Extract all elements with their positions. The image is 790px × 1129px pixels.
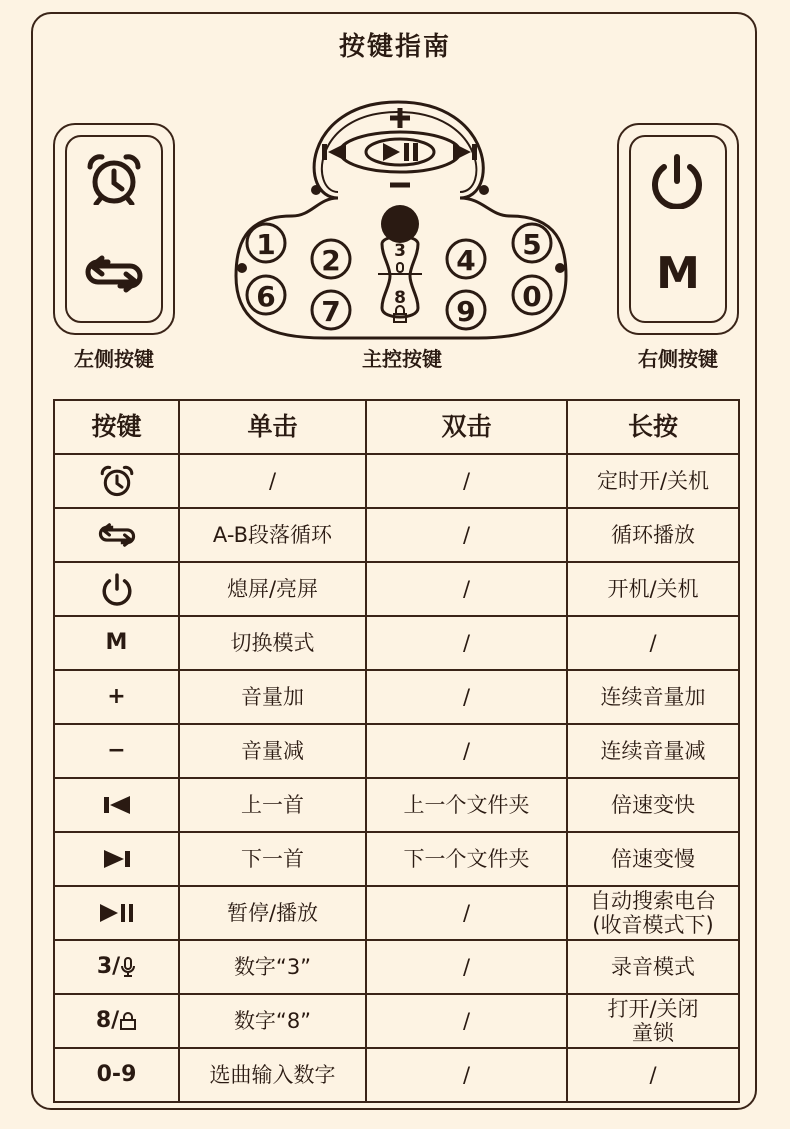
table-row	[54, 1048, 739, 1102]
key-label: 3/	[96, 954, 121, 980]
key-8: 8	[394, 288, 406, 308]
key-2: 2	[321, 244, 341, 277]
single-click-cell: 上一首	[179, 778, 366, 832]
key-cell	[54, 454, 179, 508]
right-caption: 右侧按键	[638, 347, 718, 371]
key-1: 1	[256, 228, 276, 261]
long-press-cell: 录音模式	[567, 940, 739, 994]
single-click-cell: 音量减	[179, 724, 366, 778]
single-click-cell: 下一首	[179, 832, 366, 886]
key-cell	[54, 508, 179, 562]
single-click-cell: 选曲输入数字	[179, 1048, 366, 1102]
key-function-table	[53, 399, 740, 1103]
single-click-cell: 音量加	[179, 670, 366, 724]
double-click-cell: /	[366, 994, 567, 1048]
key-cell	[54, 940, 179, 994]
single-click-cell: 熄屏/亮屏	[179, 562, 366, 616]
single-click-cell: A-B段落循环	[179, 508, 366, 562]
lock-icon	[119, 1008, 137, 1033]
key-cell	[54, 724, 179, 778]
table-row	[54, 454, 739, 508]
key-cell	[54, 562, 179, 616]
page-title: 按键指南	[338, 32, 451, 62]
table-row	[54, 508, 739, 562]
key-0: 0	[522, 280, 542, 313]
long-press-cell: 自动搜索电台 (收音模式下)	[567, 886, 739, 940]
double-click-cell: 上一个文件夹	[366, 778, 567, 832]
key-9: 9	[456, 295, 476, 328]
long-press-cell: /	[567, 1048, 739, 1102]
key-3: 3	[394, 241, 406, 261]
double-click-cell: 下一个文件夹	[366, 832, 567, 886]
key-4: 4	[456, 244, 476, 277]
key-cell	[54, 778, 179, 832]
play-pause-icon	[98, 900, 136, 925]
header-double-click: 双击	[366, 400, 567, 454]
alarm-clock-icon	[84, 153, 144, 205]
double-click-cell: /	[366, 616, 567, 670]
long-press-cell: 开机/关机	[567, 562, 739, 616]
single-click-cell: 暂停/播放	[179, 886, 366, 940]
key-cell	[54, 1048, 179, 1102]
header-single-click: 单击	[179, 400, 366, 454]
table-row	[54, 562, 739, 616]
long-press-cell: 连续音量加	[567, 670, 739, 724]
table-row	[54, 724, 739, 778]
header-key: 按键	[54, 400, 179, 454]
repeat-icon	[80, 252, 148, 296]
key-cell	[54, 994, 179, 1048]
key-cell	[54, 616, 179, 670]
table-row	[54, 616, 739, 670]
double-click-cell: /	[366, 1048, 567, 1102]
double-click-cell: /	[366, 454, 567, 508]
double-click-cell: /	[366, 562, 567, 616]
key-cell	[54, 886, 179, 940]
key-cell	[54, 832, 179, 886]
double-click-cell: /	[366, 886, 567, 940]
long-press-cell: 循环播放	[567, 508, 739, 562]
long-press-cell: 倍速变快	[567, 778, 739, 832]
table-row	[54, 670, 739, 724]
next-icon	[102, 846, 132, 871]
main-caption: 主控按键	[362, 347, 442, 371]
key-label: +	[107, 684, 126, 710]
left-caption: 左侧按键	[74, 347, 154, 371]
single-click-cell: /	[179, 454, 366, 508]
key-5: 5	[522, 228, 542, 261]
key-label: M	[105, 630, 128, 656]
previous-icon	[102, 792, 132, 817]
single-click-cell: 切换模式	[179, 616, 366, 670]
key-label: 8/	[95, 1008, 120, 1034]
double-click-cell: /	[366, 940, 567, 994]
long-press-cell: 倍速变慢	[567, 832, 739, 886]
double-click-cell: /	[366, 670, 567, 724]
long-press-cell: /	[567, 616, 739, 670]
long-press-cell: 定时开/关机	[567, 454, 739, 508]
table-row	[54, 832, 739, 886]
repeat-icon	[95, 522, 139, 547]
power-icon	[646, 153, 708, 209]
mode-m-label: M	[656, 248, 700, 299]
power-icon	[99, 576, 135, 601]
key-7: 7	[321, 295, 341, 328]
key-label: 0-9	[96, 1062, 137, 1088]
table-row	[54, 940, 739, 994]
alarm-clock-icon	[97, 468, 137, 493]
long-press-cell: 打开/关闭 童锁	[567, 994, 739, 1048]
table-row	[54, 778, 739, 832]
key-cell	[54, 670, 179, 724]
single-click-cell: 数字“8”	[179, 994, 366, 1048]
long-press-cell: 连续音量减	[567, 724, 739, 778]
key-label: −	[107, 738, 126, 764]
double-click-cell: /	[366, 508, 567, 562]
table-row	[54, 994, 739, 1048]
double-click-cell: /	[366, 724, 567, 778]
table-row	[54, 886, 739, 940]
header-long-press: 长按	[567, 400, 739, 454]
microphone-icon	[120, 954, 136, 979]
single-click-cell: 数字“3”	[179, 940, 366, 994]
key-6: 6	[256, 280, 276, 313]
